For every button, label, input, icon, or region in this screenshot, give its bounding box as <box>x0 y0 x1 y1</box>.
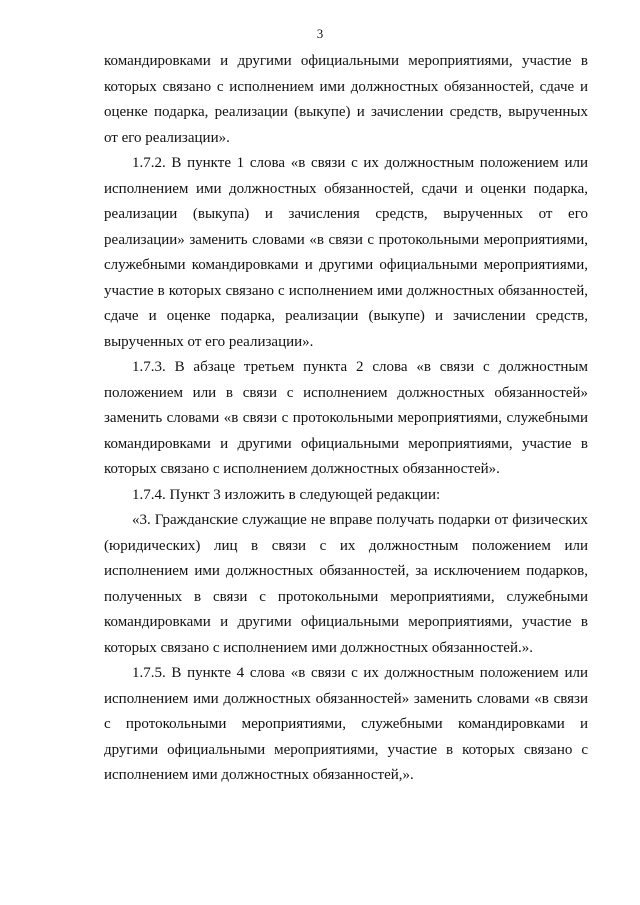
paragraph-continuation: командировками и другими официальными мероприятиями, участие в которых связано с исполнением ими должностных обязанностей, сдаче и оценке подарка, реализации (выкупе) и зачислении средств, вырученных от его реализации». <box>104 53 588 146</box>
paragraph-1-7-5: 1.7.5. В пункте 4 слова «в связи с их должностным положением или исполнением ими должностных обязанностей» заменить словами «в связи с протокольными мероприятиями, служебными командировками и другими официальными мероприятиями, участие в которых связано с исполнением ими должностных обязанностей,». <box>104 665 588 783</box>
paragraph-quote-3: «3. Гражданские служащие не вправе получать подарки от физических (юридических) лиц в связи с их должностным положением или исполнением ими должностных обязанностей, за исключением подарков, полученных в связи с протокольными мероприятиями, служебными командировками и другими официальными мероприятиями, участие в которых связано с исполнением ими должностных обязанностей.». <box>104 512 588 656</box>
paragraph-1-7-3: 1.7.3. В абзаце третьем пункта 2 слова «в связи с должностным положением или в связи с исполнением должностных обязанностей» заменить словами «в связи с протокольными мероприятиями, служебными командировками и другими официальными мероприятиями, участие в которых связано с исполнением должностных обязанностей». <box>104 359 588 477</box>
document-body <box>104 49 588 789</box>
paragraph-1-7-2: 1.7.2. В пункте 1 слова «в связи с их должностным положением или исполнением ими должностных обязанностей, сдачи и оценки подарка, реализации (выкупа) и зачисления средств, вырученных от его реализации» заменить словами «в связи с протокольными мероприятиями, служебными командировками и другими официальными мероприятиями, участие в которых связано с исполнением ими должностных обязанностей, сдаче и оценке подарка, реализации (выкупе) и зачислении средств, вырученных от его реализации». <box>104 155 588 350</box>
paragraph-1-7-4: 1.7.4. Пункт 3 изложить в следующей редакции: <box>132 486 441 503</box>
page-number: 3 <box>316 26 324 41</box>
